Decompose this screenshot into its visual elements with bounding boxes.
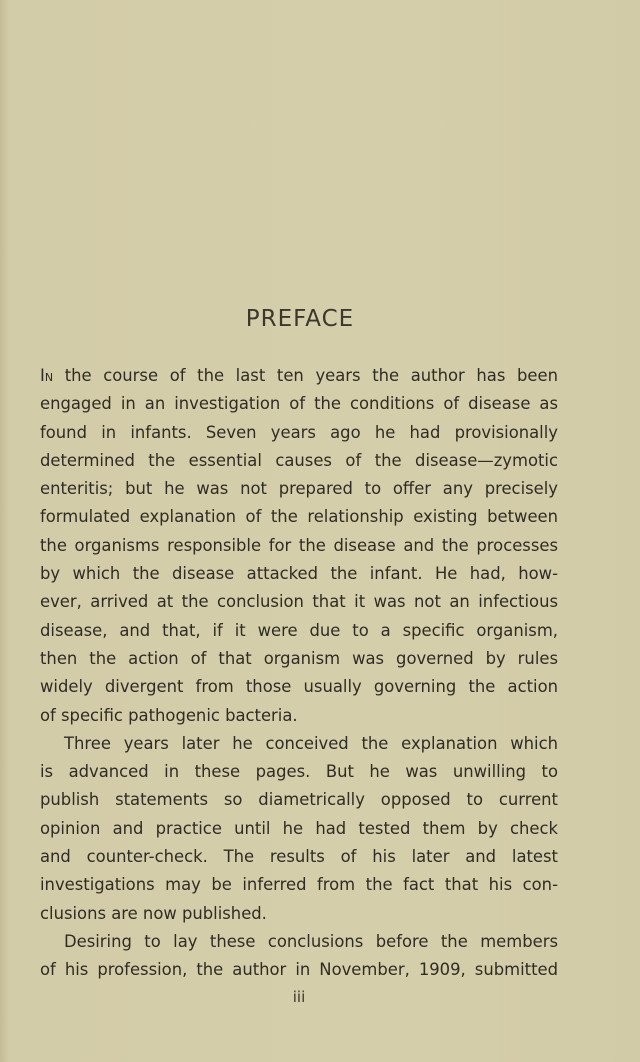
text-line-18: and counter-check. The results of his later and latest <box>40 847 558 867</box>
text-line-16: publish statements so diametrically opposed to current <box>40 790 558 810</box>
text-line-14: Three years later he conceived the explanation which <box>64 733 558 753</box>
page-heading: PREFACE <box>245 306 355 332</box>
text-line-3: found in infants. Seven years ago he had provisionally <box>40 422 558 442</box>
text-line-2: engaged in an investigation of the conditions of disease as <box>40 394 558 414</box>
text-line-7: the organisms responsible for the disease and the processes <box>40 535 558 555</box>
text-line-15: is advanced in these pages. But he was unwilling to <box>40 762 558 782</box>
text-line-1 <box>40 362 558 390</box>
text-line-5: enteritis; but he was not prepared to offer any precisely <box>40 479 558 499</box>
text-line-12: widely divergent from those usually governing the action <box>40 677 558 697</box>
page-number: iii <box>292 988 306 1006</box>
text-line-1-rest: the course of the last ten years the author has been <box>53 366 558 385</box>
preface-text <box>40 362 558 985</box>
text-line-19: investigations may be inferred from the fact that his con- <box>40 875 558 895</box>
text-line-13: of specific pathogenic bacteria. <box>40 705 298 725</box>
text-line-20: clusions are now published. <box>40 903 267 923</box>
text-line-17: opinion and practice until he had tested them by check <box>40 818 558 838</box>
text-line-4: determined the essential causes of the disease—zymotic <box>40 450 558 470</box>
text-line-9: ever, arrived at the conclusion that it was not an infectious <box>40 592 558 612</box>
opening-word: In <box>40 366 54 385</box>
text-line-22: of his profession, the author in November, 1909, submitted <box>40 960 558 980</box>
text-line-10: disease, and that, if it were due to a specific organism, <box>40 620 558 640</box>
text-line-8: by which the disease attacked the infant. He had, how- <box>40 564 558 584</box>
text-line-11: then the action of that organism was governed by rules <box>40 648 558 668</box>
text-line-6: formulated explanation of the relationship existing between <box>40 507 558 527</box>
text-line-21: Desiring to lay these conclusions before the members <box>64 931 558 951</box>
